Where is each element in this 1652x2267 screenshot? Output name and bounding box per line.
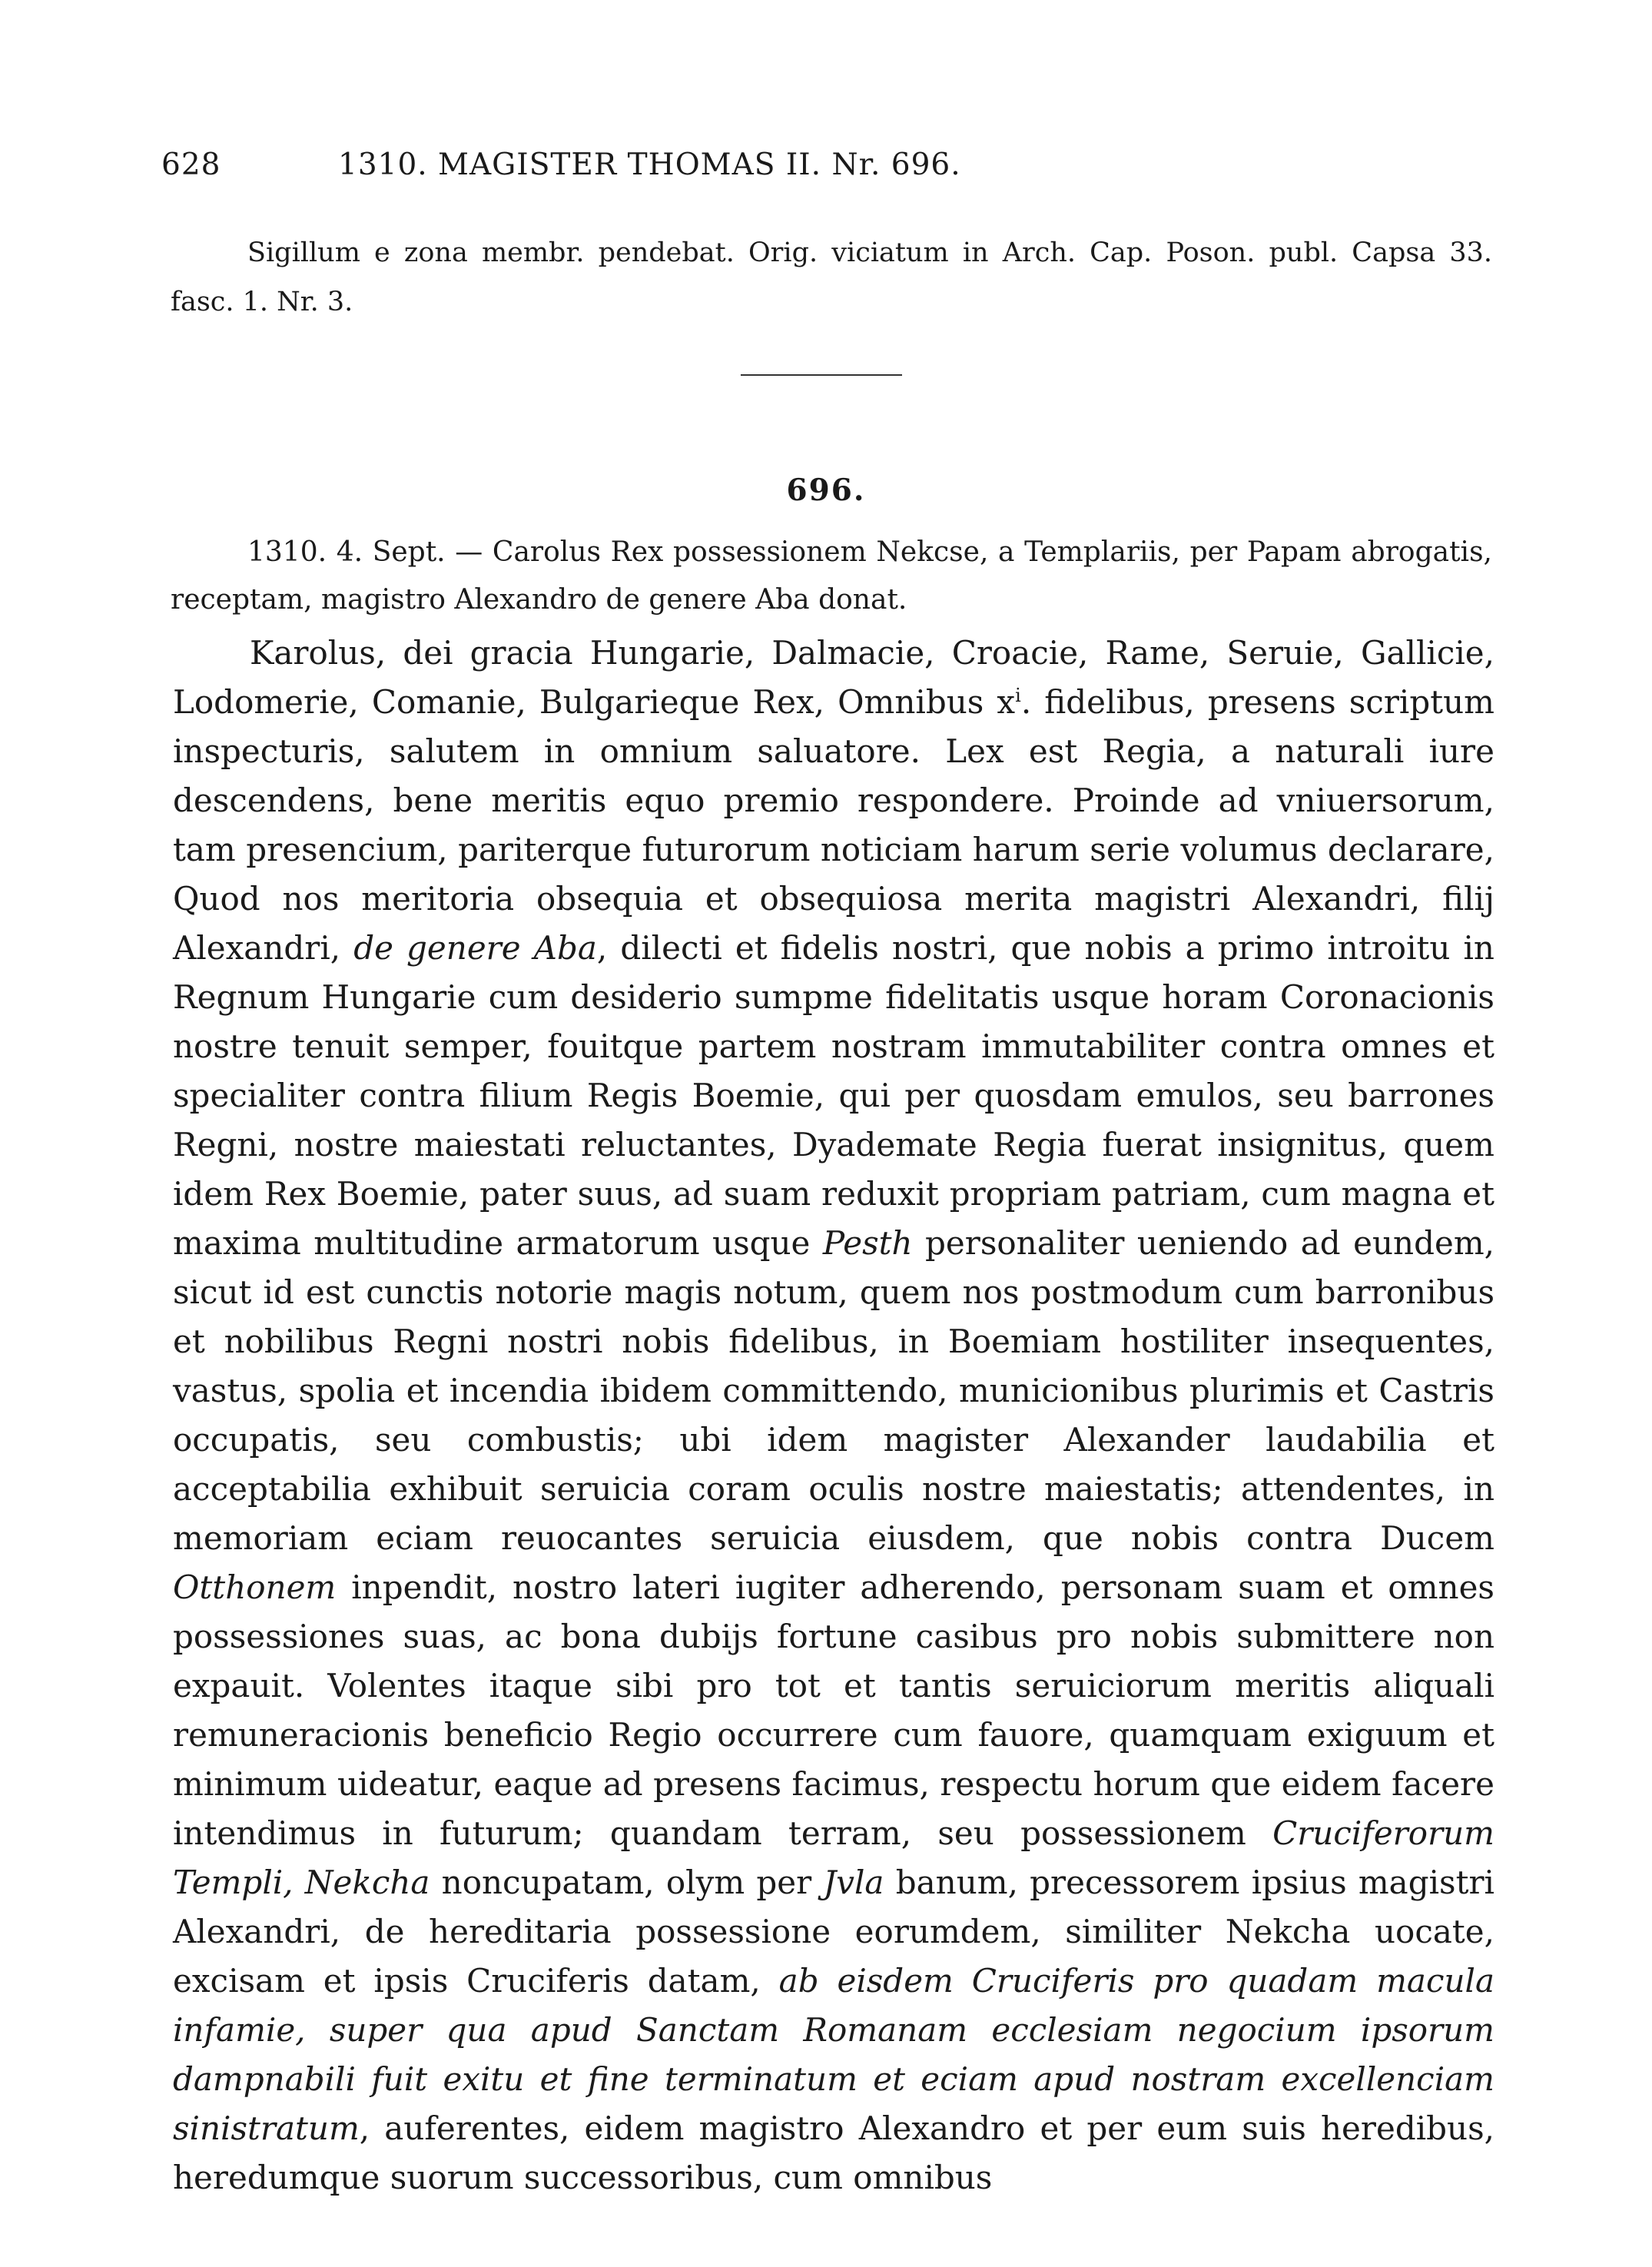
charter-text [173,629,1494,2202]
charter-italic-segment: ab eisdem Cruciferis pro quadam macula infamie, super qua apud Sanctam Romanam ecclesiam negocium ipsorum dampnabili fuit exitu et fine terminatum et eciam apud nostram excellenciam sinistratum [173,1962,1494,2147]
document-number: 696. [786,473,866,508]
charter-text-segment: , dilecti et fidelis nostri, que nobis a primo introitu in Regnum Hungarie cum desiderio sumpme fidelitatis usque horam Coronacionis nostre tenuit semper, fouitque partem nostram immutabiliter contra omnes et specialiter contra filium Regis Boemie, qui per quosdam emulos, seu barrones Regni, nostre maiestati reluctantes, Dyademate Regia fuerat insignitus, quem idem Rex Boemie, pater suus, ad suam reduxit propriam patriam, cum magna et maxima multitudine armatorum usque [173,929,1494,1262]
running-head: 1310. MAGISTER THOMAS II. Nr. 696. [338,148,961,182]
charter-italic-segment: de genere Aba [353,929,597,967]
charter-text-segment: . fidelibus, presens scriptum inspecturis, salutem in omnium saluatore. Lex est Regia, a naturali iure descendens, bene meritis equo premio respondere. Proinde ad vniuersorum, tam presencium, pariterque futurorum noticiam harum serie volumus declarare, Quod nos meritoria obsequia et obsequiosa merita magistri Alexandri, filij Alexandri, [173,683,1494,967]
charter-text-segment: Karolus, dei gracia Hungarie, Dalmacie, Croacie, Rame, Seruie, Gallicie, Lodomerie, Comanie, Bulgarieque Rex, Omnibus x [173,634,1494,721]
charter-italic-segment: Otthonem [173,1568,337,1606]
charter-italic-segment: Pesth [822,1224,913,1262]
charter-italic-segment: Cruciferorum Templi, Nekcha [173,1814,1494,1901]
charter-text-segment: , auferentes, eidem magistro Alexandro et per eum suis heredibus, heredumque suorum successoribus, cum omnibus [173,2109,1494,2196]
regest-summary: 1310. 4. Sept. — Carolus Rex possessionem Nekcse, a Templariis, per Papam abrogatis, receptam, magistro Alexandro de genere Aba donat. [171,536,1492,616]
section-divider [741,374,902,376]
charter-superscript: i [1015,685,1021,706]
page-number: 628 [161,148,221,182]
charter-text-segment: banum, precessorem ipsius magistri Alexandri, de hereditaria possessione eorumdem, similiter Nekcha uocate, excisam et ipsis Cruciferis datam, [173,1864,1494,2000]
source-note: Sigillum e zona membr. pendebat. Orig. viciatum in Arch. Cap. Poson. publ. Capsa 33. fasc. 1. Nr. 3. [171,237,1492,317]
charter-text-segment: personaliter ueniendo ad eundem, sicut id est cunctis notorie magis notum, quem nos postmodum cum barronibus et nobilibus Regni nostri nobis fidelibus, in Boemiam hostiliter insequentes, vastus, spolia et incendia ibidem committendo, municionibus plurimis et Castris occupatis, seu combustis; ubi idem magister Alexander laudabilia et acceptabilia exhibuit seruicia coram oculis nostre maiestatis; attendentes, in memoriam eciam reuocantes seruicia eiusdem, que nobis contra Ducem [173,1224,1494,1557]
charter-text-segment: inpendit, nostro lateri iugiter adherendo, personam suam et omnes possessiones suas, ac bona dubijs fortune casibus pro nobis submittere non expauit. Volentes itaque sibi pro tot et tantis seruiciorum meritis aliquali remuneracionis beneficio Regio occurrere cum fauore, quamquam exiguum et minimum uideatur, eaque ad presens facimus, respectu horum que eidem facere intendimus in futurum; quandam terram, seu possessionem [173,1568,1494,1852]
charter-text-segment: noncupatam, olym per [441,1864,812,1901]
charter-italic-segment: Jvla [823,1864,884,1901]
running-header [161,148,1498,194]
